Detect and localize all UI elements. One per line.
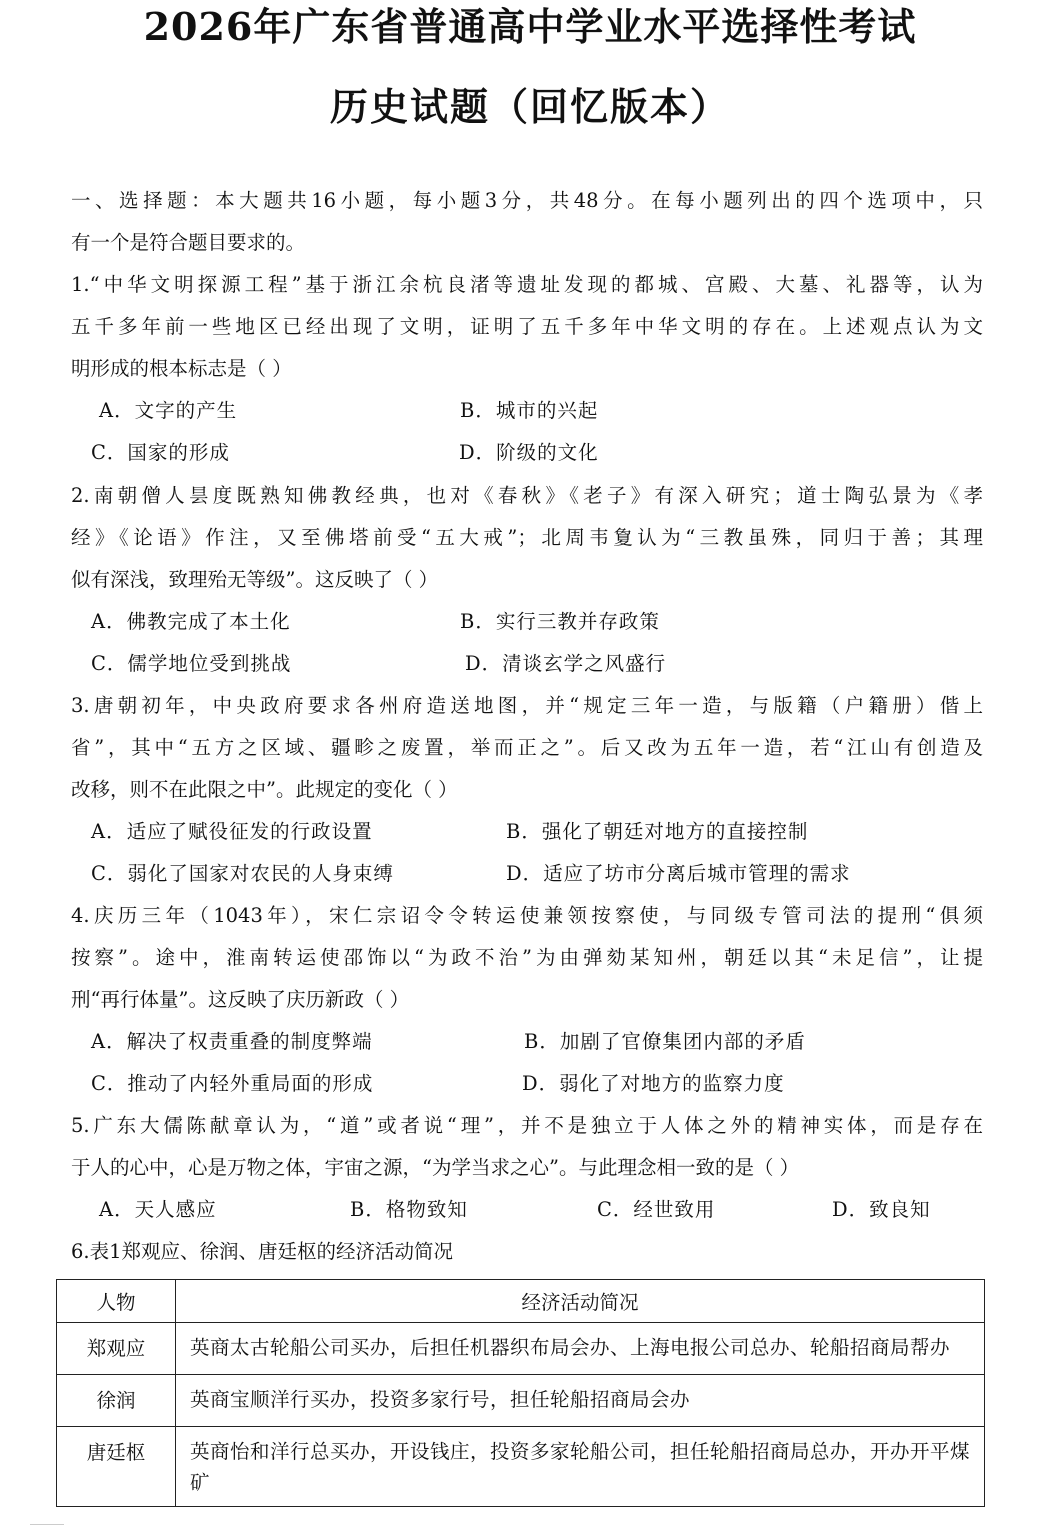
question-1-option-a: A．文字的产生 [99, 399, 238, 422]
question-3-line-3: 改移，则不在此限之中”。此规定的变化（ ） [71, 778, 458, 801]
question-1-line-1: 1.“中华文明探源工程”基于浙江余杭良渚等遗址发现的都城、宫殿、大墓、礼器等，认为 [71, 273, 983, 296]
question-5-line-2: 于人的心中，心是万物之体，宇宙之源，“为学当求之心”。与此理念相一致的是（ ） [71, 1156, 800, 1179]
question-2-option-b: B．实行三教并存政策 [460, 610, 660, 633]
question-3-option-c: C．弱化了国家对农民的人身束缚 [91, 862, 394, 885]
table-row [57, 1375, 985, 1427]
table-row [57, 1323, 985, 1375]
question-4-line-1: 4.庆历三年（1043年），宋仁宗诏令令转运使兼领按察使，与同级专管司法的提刑“俱须 [71, 904, 983, 927]
question-5-option-b: B．格物致知 [350, 1198, 468, 1221]
question-5-option-c: C．经世致用 [597, 1198, 716, 1221]
question-2-option-c: C．儒学地位受到挑战 [91, 652, 292, 675]
economic-activity-table [56, 1279, 985, 1507]
question-4-option-a: A．解决了权责重叠的制度弊端 [91, 1030, 373, 1053]
table-cell-name: 徐润 [57, 1375, 176, 1427]
question-3-option-d: D．适应了坊市分离后城市管理的需求 [506, 862, 851, 885]
question-3-option-b: B．强化了朝廷对地方的直接控制 [506, 820, 809, 843]
question-1-option-d: D．阶级的文化 [459, 441, 599, 464]
question-2-option-d: D．清谈玄学之风盛行 [465, 652, 667, 675]
question-3-line-1: 3.唐朝初年，中央政府要求各州府造送地图，并“规定三年一造，与版籍（户籍册）偕上 [71, 694, 983, 717]
question-4-option-c: C．推动了内轻外重局面的形成 [91, 1072, 374, 1095]
question-2-option-a: A．佛教完成了本土化 [91, 610, 291, 633]
table-cell-activity: 英商宝顺洋行买办，投资多家行号，担任轮船招商局会办 [176, 1375, 985, 1427]
table-header-person: 人物 [57, 1280, 176, 1323]
question-4-line-3: 刑“再行体量”。这反映了庆历新政（ ） [71, 988, 410, 1011]
question-1-line-3: 明形成的根本标志是（ ） [71, 357, 292, 380]
question-5-option-d: D．致良知 [832, 1198, 931, 1221]
section-instructions-line-1: 一、选择题：本大题共16小题，每小题3分，共48分。在每小题列出的四个选项中，只 [71, 189, 983, 212]
exam-subtitle: 历史试题（回忆版本） [329, 84, 730, 129]
question-1-option-b: B．城市的兴起 [460, 399, 599, 422]
question-2-line-3: 似有深浅，致理殆无等级”。这反映了（ ） [71, 568, 439, 591]
table-row [57, 1427, 985, 1507]
question-6-caption: 6.表1郑观应、徐润、唐廷枢的经济活动简况 [71, 1240, 454, 1263]
exam-title: 2026年广东省普通高中学业水平选择性考试 [143, 4, 917, 49]
table-cell-activity: 英商太古轮船公司买办，后担任机器织布局会办、上海电报公司总办、轮船招商局帮办 [176, 1323, 985, 1375]
question-3-line-2: 省”，其中“五方之区域、疆畛之废置，举而正之”。后又改为五年一造，若“江山有创造及 [71, 736, 983, 759]
table-header-row [57, 1280, 985, 1323]
question-5-option-a: A．天人感应 [99, 1198, 217, 1221]
table-cell-name: 郑观应 [57, 1323, 176, 1375]
section-instructions-line-2: 有一个是符合题目要求的。 [71, 231, 306, 254]
page-edge-mark [30, 1524, 64, 1525]
question-4-line-2: 按察”。途中，淮南转运使邵饰以“为政不治”为由弹劾某知州，朝廷以其“未足信”，让提 [71, 946, 983, 969]
question-3-option-a: A．适应了赋役征发的行政设置 [91, 820, 373, 843]
question-5-line-1: 5.广东大儒陈献章认为，“道”或者说“理”，并不是独立于人体之外的精神实体，而是存在 [71, 1114, 983, 1137]
table-cell-activity: 英商怡和洋行总买办，开设钱庄，投资多家轮船公司，担任轮船招商局总办，开办开平煤矿 [176, 1427, 985, 1507]
question-2-line-2: 经》《论语》作注，又至佛塔前受“五大戒”；北周韦夐认为“三教虽殊，同归于善；其理 [71, 526, 983, 549]
question-2-line-1: 2.南朝僧人昙度既熟知佛教经典，也对《春秋》《老子》有深入研究；道士陶弘景为《孝 [71, 484, 983, 507]
table-header-activity: 经济活动简况 [176, 1280, 985, 1323]
question-1-option-c: C．国家的形成 [91, 441, 230, 464]
table-cell-name: 唐廷枢 [57, 1427, 176, 1507]
question-4-option-b: B．加剧了官僚集团内部的矛盾 [524, 1030, 806, 1053]
question-1-line-2: 五千多年前一些地区已经出现了文明，证明了五千多年中华文明的存在。上述观点认为文 [71, 315, 983, 338]
question-4-option-d: D．弱化了对地方的监察力度 [522, 1072, 785, 1095]
